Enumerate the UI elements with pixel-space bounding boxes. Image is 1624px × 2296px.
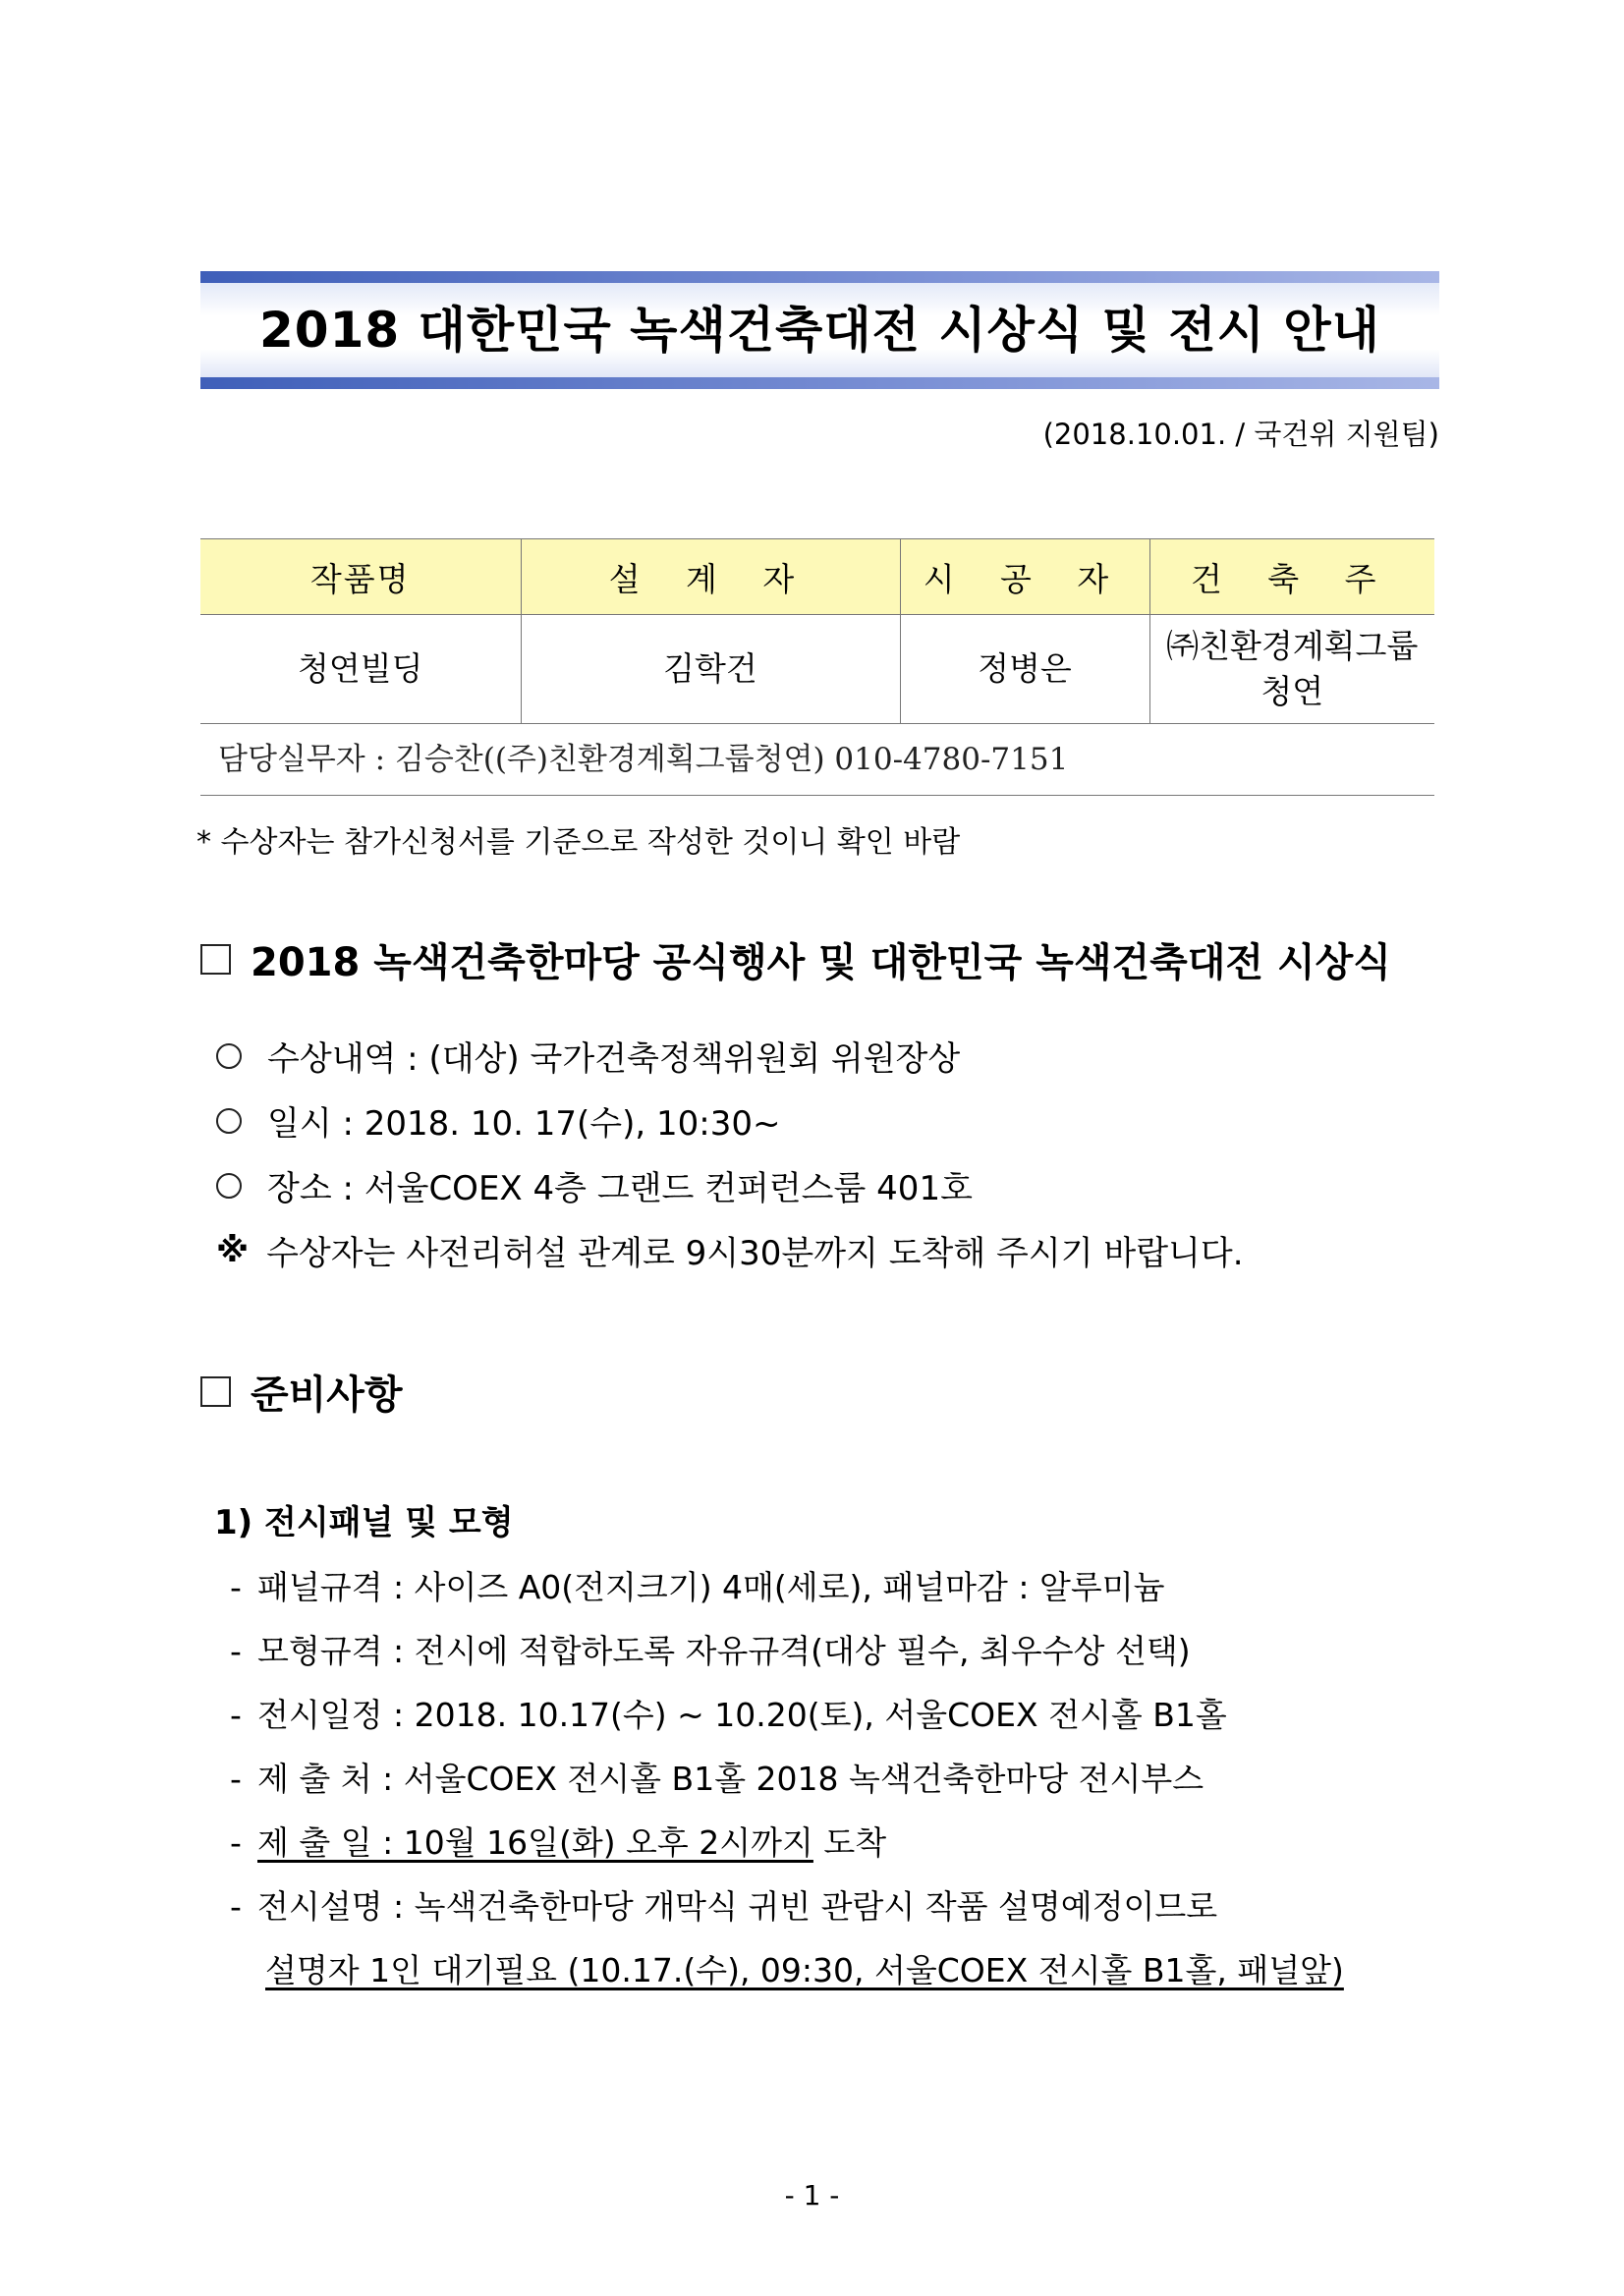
header-designer: 설 계 자 bbox=[521, 539, 900, 615]
cell-designer: 김학건 bbox=[521, 615, 900, 724]
list-item bbox=[230, 1818, 886, 1864]
section-prep-title: 준비사항 bbox=[251, 1372, 403, 1418]
list-item bbox=[216, 1032, 960, 1080]
dash-bullet: - bbox=[230, 1823, 242, 1862]
event-datetime-text: 일시 : 2018. 10. 17(수), 10:30~ bbox=[267, 1104, 781, 1144]
award-detail-text: 수상내역 : (대상) 국가건축정책위원회 위원장상 bbox=[267, 1039, 961, 1079]
header-builder: 시 공 자 bbox=[900, 539, 1149, 615]
list-item bbox=[230, 1626, 1191, 1672]
header-work: 작품명 bbox=[200, 539, 521, 615]
explain-text: 전시설명 : 녹색건축한마당 개막식 귀빈 관람시 작품 설명예정이므로 bbox=[257, 1887, 1218, 1926]
date-line: (2018.10.01. / 국건위 지원팀) bbox=[1042, 418, 1439, 451]
client-line-1: ㈜친환경계획그룹 bbox=[1166, 627, 1419, 665]
schedule-text: 전시일정 : 2018. 10.17(수) ~ 10.20(토), 서울COEX 전시홀 B1홀 bbox=[257, 1696, 1227, 1734]
cell-builder: 정병은 bbox=[900, 615, 1149, 724]
list-item bbox=[230, 1881, 1217, 1928]
note-text: * 수상자는 참가신청서를 기준으로 작성한 것이니 확인 바람 bbox=[196, 825, 961, 860]
dash-bullet: - bbox=[230, 1568, 242, 1606]
dash-bullet: - bbox=[230, 1760, 242, 1798]
list-item-continuation bbox=[265, 1945, 1344, 1991]
contact-cell: 담당실무자 : 김승찬((주)친환경계획그룹청연) 010-4780-7151 bbox=[200, 724, 1434, 796]
explain-detail-text: 설명자 1인 대기필요 (10.17.(수), 09:30, 서울COEX 전시홀 B1홀, 패널앞) bbox=[265, 1951, 1344, 1989]
notice-text: 수상자는 사전리허설 관계로 9시30분까지 도착해 주시기 바랍니다. bbox=[266, 1234, 1244, 1273]
header-client: 건 축 주 bbox=[1149, 539, 1434, 615]
client-line-2: 청연 bbox=[1260, 672, 1324, 710]
list-item bbox=[230, 1754, 1204, 1800]
circle-bullet-icon bbox=[216, 1043, 242, 1069]
reference-mark-icon: ※ bbox=[216, 1230, 250, 1270]
section-ceremony-heading bbox=[200, 931, 1391, 987]
checkbox-icon bbox=[200, 944, 231, 975]
circle-bullet-icon bbox=[216, 1173, 242, 1199]
award-table-header bbox=[200, 539, 1434, 615]
section-ceremony-title: 2018 녹색건축한마당 공식행사 및 대한민국 녹색건축대전 시상식 bbox=[251, 940, 1391, 985]
page-number: - 1 - bbox=[784, 2179, 840, 2212]
deadline-tail-text: 도착 bbox=[812, 1823, 887, 1862]
banner-top-bar bbox=[200, 271, 1439, 283]
dash-bullet: - bbox=[230, 1696, 242, 1734]
model-spec-text: 모형규격 : 전시에 적합하도록 자유규격(대상 필수, 최우수상 선택) bbox=[257, 1632, 1191, 1670]
checkbox-icon bbox=[200, 1376, 231, 1407]
panel-spec-text: 패널규격 : 사이즈 A0(전지크기) 4매(세로), 패널마감 : 알루미늄 bbox=[257, 1568, 1165, 1606]
deadline-text: 제 출 일 : 10월 16일(화) 오후 2시까지 bbox=[257, 1823, 813, 1862]
list-item bbox=[230, 1562, 1165, 1608]
list-item bbox=[216, 1161, 973, 1209]
section-prep-heading bbox=[200, 1364, 403, 1420]
list-item bbox=[216, 1096, 781, 1145]
cell-client bbox=[1149, 615, 1434, 724]
circle-bullet-icon bbox=[216, 1108, 242, 1134]
notice-row bbox=[216, 1226, 1244, 1274]
title-banner bbox=[200, 271, 1439, 389]
dash-bullet: - bbox=[230, 1632, 242, 1670]
page-title: 2018 대한민국 녹색건축대전 시상식 및 전시 안내 bbox=[258, 302, 1380, 359]
cell-work: 청연빌딩 bbox=[200, 615, 521, 724]
award-table-row bbox=[200, 615, 1434, 724]
sub-heading: 1) 전시패널 및 모형 bbox=[214, 1503, 514, 1542]
dash-bullet: - bbox=[230, 1887, 242, 1926]
contact-row bbox=[200, 724, 1434, 796]
banner-bottom-bar bbox=[200, 377, 1439, 389]
event-location-text: 장소 : 서울COEX 4층 그랜드 컨퍼런스룸 401호 bbox=[267, 1169, 973, 1208]
submit-location-text: 제 출 처 : 서울COEX 전시홀 B1홀 2018 녹색건축한마당 전시부스 bbox=[257, 1760, 1204, 1798]
award-table bbox=[200, 538, 1434, 796]
list-item bbox=[230, 1690, 1227, 1736]
